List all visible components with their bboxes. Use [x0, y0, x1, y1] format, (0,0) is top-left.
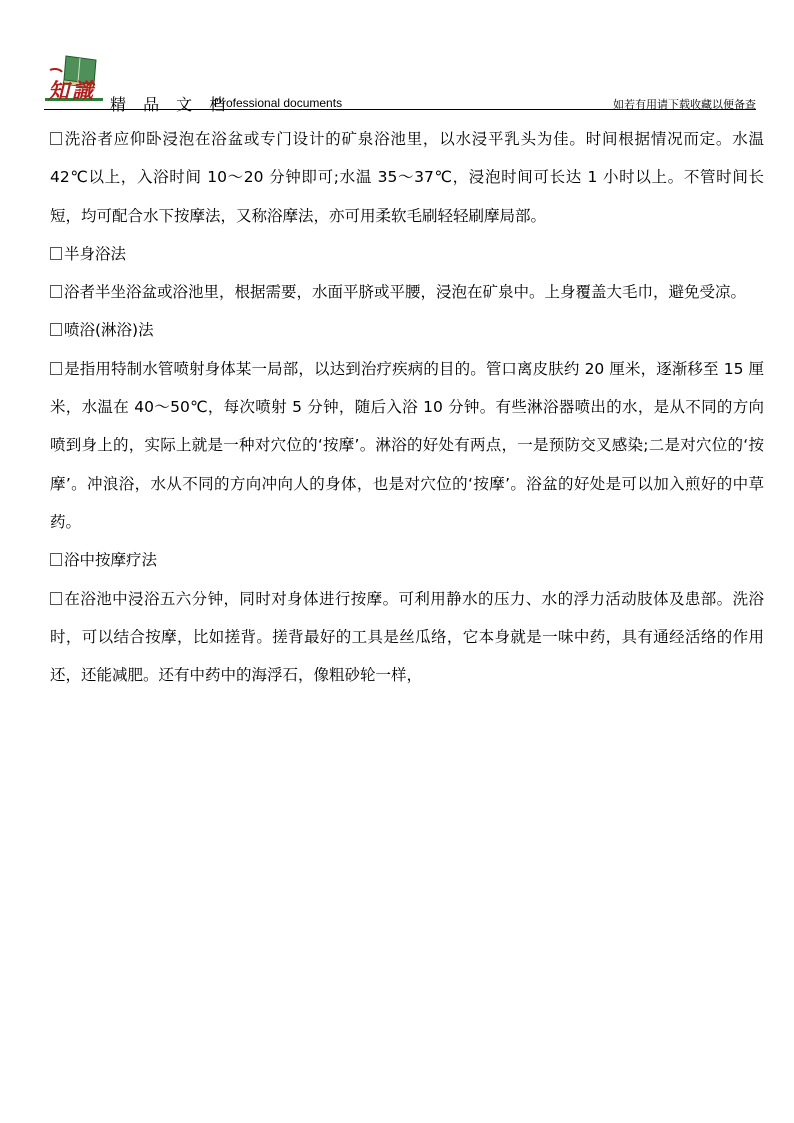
- paragraph-text: 洗浴者应仰卧浸泡在浴盆或专门设计的矿泉浴池里，以水浸平乳头为佳。时间根据情况而定。水温 42℃以上，入浴时间 10～20 分钟即可;水温 35～37℃，浸泡时间可长达 1 小时以上。不管时间长短，均可配合水下按摩法，又称浴摩法，亦可用柔软毛刷轻轻刷摩局部。: [50, 130, 764, 225]
- header-note: 如若有用请下载收藏以便备查: [613, 98, 756, 111]
- heading-text: 半身浴法: [64, 244, 127, 263]
- heading-text: 喷浴(淋浴)法: [64, 321, 154, 340]
- heading-bath-massage: [50, 541, 764, 579]
- checkbox-glyph-icon: [50, 553, 62, 566]
- paragraph-text: 浴者半坐浴盆或浴池里，根据需要，水面平脐或平腰，浸泡在矿泉中。上身覆盖大毛巾，避免受凉。: [64, 283, 747, 302]
- svg-text:識: 識: [72, 78, 93, 103]
- header-subtitle: Professional documents: [214, 96, 343, 110]
- paragraph-soak-method: [50, 120, 764, 235]
- book-logo-icon: [44, 52, 104, 108]
- header-title: 精 品 文 档: [110, 95, 232, 114]
- paragraph-half-body-bath: [50, 273, 764, 311]
- page-header: [44, 52, 756, 112]
- checkbox-glyph-icon: [50, 132, 62, 145]
- header-divider: [44, 109, 756, 110]
- document-body: [50, 120, 764, 694]
- paragraph-text: 是指用特制水管喷射身体某一局部，以达到治疗疾病的目的。管口离皮肤约 20 厘米，逐渐移至 15 厘米，水温在 40～50℃，每次喷射 5 分钟，随后入浴 10 分钟。有些淋浴器喷出的水，是从不同的方向喷到身上的，实际上就是一种对穴位的‘按摩’。淋浴的好处有两点，一是预防交叉感染;二是对穴位的‘按摩’。冲浪浴，水从不同的方向冲向人的身体，也是对穴位的‘按摩’。浴盆的好处是可以加入煎好的中草药。: [50, 359, 764, 531]
- heading-shower-bath: [50, 311, 764, 349]
- checkbox-glyph-icon: [50, 362, 62, 375]
- heading-text: 浴中按摩疗法: [64, 551, 158, 570]
- paragraph-shower-bath: [50, 350, 764, 541]
- svg-text:知: 知: [48, 78, 69, 103]
- heading-half-body-bath: [50, 235, 764, 273]
- checkbox-glyph-icon: [50, 592, 62, 605]
- checkbox-glyph-icon: [50, 323, 62, 336]
- checkbox-glyph-icon: [50, 247, 62, 260]
- paragraph-text: 在浴池中浸浴五六分钟，同时对身体进行按摩。可利用静水的压力、水的浮力活动肢体及患部。洗浴时，可以结合按摩，比如搓背。搓背最好的工具是丝瓜络，它本身就是一味中药，具有通经活络的作用还，还能减肥。还有中药中的海浮石，像粗砂轮一样，: [50, 589, 764, 685]
- paragraph-bath-massage: [50, 580, 764, 695]
- checkbox-glyph-icon: [50, 285, 62, 298]
